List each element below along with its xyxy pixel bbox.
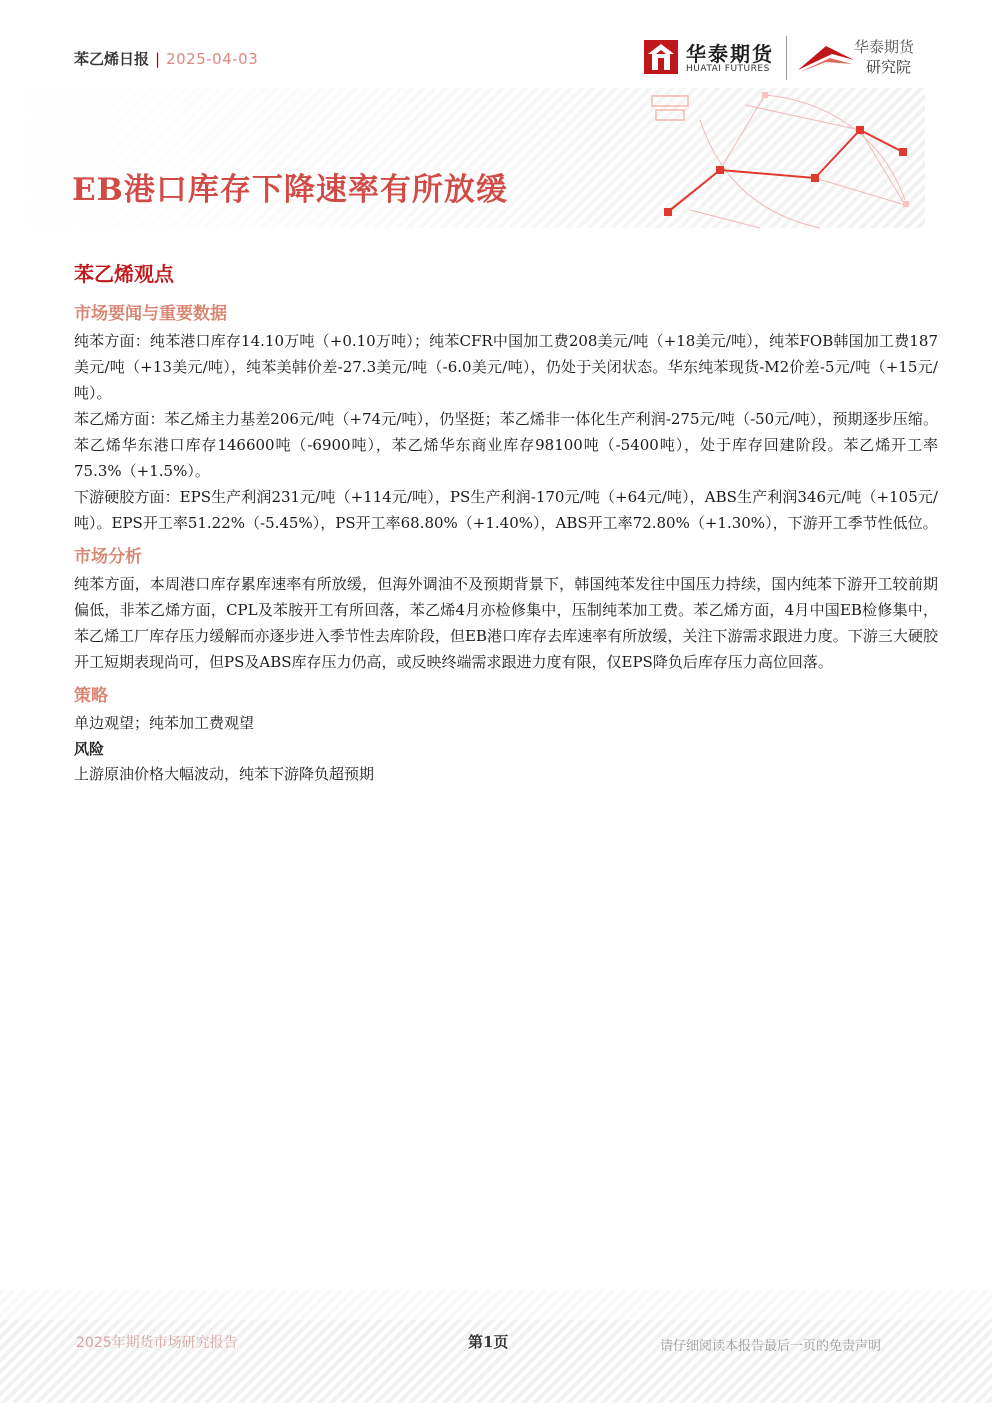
logo-chinese-name: 华泰期货 bbox=[686, 42, 774, 66]
footer-report-name: 2025年期货市场研究报告 bbox=[76, 1335, 238, 1351]
institute-name-line1: 华泰期货 bbox=[854, 38, 915, 56]
market-news-paragraph: 苯乙烯方面：苯乙烯主力基差206元/吨（+74元/吨），仍坚挺；苯乙烯非一体化生产利润-275元/吨（-50元/吨），预期逐步压缩。苯乙烯华东港口库存146600吨（-6900吨），苯乙烯华东商业库存98100吨（-5400吨），处于库存回建阶段。苯乙烯开工率75.3%（+1.5%）。 bbox=[74, 410, 938, 480]
market-analysis-heading: 市场分析 bbox=[74, 547, 142, 567]
market-news-heading: 市场要闻与重要数据 bbox=[74, 304, 227, 324]
header-separator: | bbox=[155, 49, 161, 68]
section-heading: 苯乙烯观点 bbox=[74, 262, 174, 286]
institute-logo-icon bbox=[796, 40, 856, 76]
huatai-futures-logo bbox=[644, 38, 784, 78]
footer-disclaimer: 请仔细阅读本报告最后一页的免责声明 bbox=[660, 1339, 882, 1354]
market-news-paragraph: 下游硬胶方面：EPS生产利润231元/吨（+114元/吨），PS生产利润-170元/吨（+64元/吨），ABS生产利润346元/吨（+105元/吨）。EPS开工率51.22%（-5.45%），PS开工率68.80%（+1.40%），ABS开工率72.80%（+1.30%），下游开工季节性低位。 bbox=[74, 488, 938, 532]
strategy-heading: 策略 bbox=[74, 686, 108, 706]
report-body bbox=[74, 258, 938, 787]
report-title: EB港口库存下降速率有所放缓 bbox=[72, 172, 508, 208]
huatai-logo-icon bbox=[644, 40, 678, 74]
institute-name-line2: 研究院 bbox=[866, 58, 912, 76]
report-type: 苯乙烯日报 bbox=[74, 50, 150, 68]
page-number: 第1页 bbox=[468, 1333, 509, 1351]
risk-heading: 风险 bbox=[74, 740, 105, 758]
logo-divider bbox=[786, 36, 787, 80]
market-analysis-paragraph: 纯苯方面，本周港口库存累库速率有所放缓，但海外调油不及预期背景下，韩国纯苯发往中国压力持续，国内纯苯下游开工较前期偏低，非苯乙烯方面，CPL及苯胺开工有所回落，苯乙烯4月亦检修集中，压制纯苯加工费。苯乙烯方面，4月中国EB检修集中，苯乙烯工厂库存压力缓解而亦逐步进入季节性去库阶段，但EB港口库存去库速率有所放缓，关注下游需求跟进力度。下游三大硬胶开工短期表现尚可，但PS及ABS库存压力仍高，或反映终端需求跟进力度有限，仅EPS降负后库存压力高位回落。 bbox=[74, 575, 938, 671]
report-date: 2025-04-03 bbox=[166, 49, 259, 68]
logo-english-name: HUATAI FUTURES bbox=[686, 64, 770, 74]
risk-paragraph: 上游原油价格大幅波动，纯苯下游降负超预期 bbox=[74, 765, 375, 783]
strategy-paragraph: 单边观望；纯苯加工费观望 bbox=[74, 714, 255, 732]
research-institute-logo bbox=[796, 36, 926, 80]
market-news-paragraph: 纯苯方面：纯苯港口库存14.10万吨（+0.10万吨）；纯苯CFR中国加工费208美元/吨（+18美元/吨），纯苯FOB韩国加工费187美元/吨（+13美元/吨），纯苯美韩价差-27.3美元/吨（-6.0美元/吨），仍处于关闭状态。华东纯苯现货-M2价差-5元/吨（+15元/吨）。 bbox=[74, 332, 938, 402]
report-header bbox=[74, 48, 258, 69]
